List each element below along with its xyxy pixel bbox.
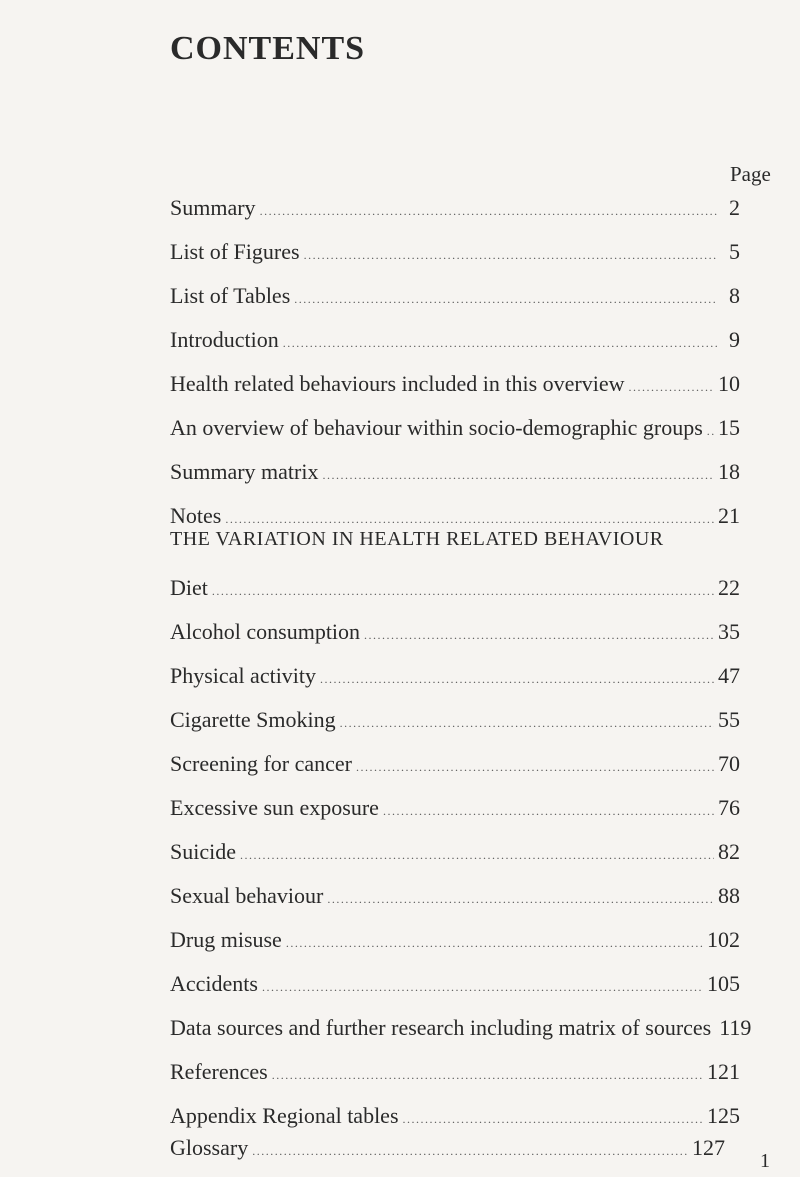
leader-dots [286,930,703,956]
toc-entry-label: List of Figures [170,239,300,264]
toc-entry[interactable] [170,327,740,356]
toc-entry[interactable] [170,239,740,268]
toc-entry-page: 5 [729,239,740,264]
toc-entry[interactable] [170,971,740,1000]
leader-dots [283,330,718,356]
toc-entry-page: 88 [718,883,740,908]
toc-entry-label: Alcohol consumption [170,619,361,644]
toc-entry[interactable] [170,839,740,868]
toc-entry-label: Diet [170,575,208,600]
leader-dots [260,198,718,224]
toc-entry-page: 76 [718,795,740,820]
toc-entry-label: Health related behaviours included in this overview [170,371,625,396]
toc-entry-label: Cigarette Smoking [170,707,336,732]
page-column-heading: Page [730,162,771,186]
toc-entry-page: 35 [718,619,740,644]
toc-entry-label: Appendix Regional tables [170,1103,399,1128]
toc-entry-page: 18 [718,459,740,484]
leader-dots [629,374,714,400]
toc-entry-page: 9 [729,327,740,352]
leader-dots [322,462,714,488]
leader-dots [212,578,714,604]
toc-entry[interactable] [170,751,740,780]
toc-entry[interactable] [170,883,740,912]
leader-dots [383,798,714,824]
toc-entry-page: 82 [718,839,740,864]
toc-entry-label: Glossary [170,1135,249,1160]
toc-entry-page: 121 [707,1059,740,1084]
toc-entry-label: Accidents [170,971,258,996]
toc-entry[interactable] [170,459,740,488]
toc-entry-label: Summary matrix [170,459,319,484]
toc-entry-label: List of Tables [170,283,291,308]
toc-entry-label: Suicide [170,839,236,864]
toc-entry-label: Summary [170,195,256,220]
toc-entry[interactable] [170,619,740,648]
toc-entry[interactable] [170,707,740,736]
leader-dots [364,622,714,648]
leader-dots [304,242,718,268]
toc-entry-page: 8 [729,283,740,308]
toc-entry[interactable] [170,927,740,956]
toc-entry[interactable] [170,415,740,444]
leader-dots [240,842,714,868]
leader-dots [707,418,714,444]
toc-entry[interactable] [170,663,740,692]
leader-dots [356,754,714,780]
toc-entry-page: 2 [729,195,740,220]
toc-entry-page: 10 [718,371,740,396]
contents-title: CONTENTS [170,30,366,67]
toc-entry-page: 70 [718,751,740,776]
toc-entry-page: 105 [707,971,740,996]
toc-entry[interactable] [170,575,740,604]
leader-dots [294,286,718,312]
toc-entry-page: 55 [718,707,740,732]
toc-entry-page: 125 [707,1103,740,1128]
toc-entry-label: Drug misuse [170,927,282,952]
toc-entry-page: 47 [718,663,740,688]
toc-entry-label: An overview of behaviour within socio-demographic groups [170,415,703,440]
page-folio: 1 [760,1150,770,1172]
toc-entry[interactable] [170,283,740,312]
toc-entry-label: Physical activity [170,663,317,688]
toc-entry[interactable] [170,1103,740,1132]
leader-dots [327,886,714,912]
toc-entry[interactable] [170,1135,725,1164]
toc-entry-page: 127 [692,1135,725,1160]
toc-entry-label: Notes [170,503,222,528]
toc-entry[interactable] [170,1059,740,1088]
toc-entry[interactable] [170,371,740,400]
toc-entry-label: References [170,1059,268,1084]
toc-entry-label: Screening for cancer [170,751,353,776]
toc-entry[interactable] [170,195,740,224]
toc-entry[interactable] [170,795,740,824]
toc-entry[interactable] [170,1015,752,1044]
leader-dots [262,974,703,1000]
toc-entry-page: 21 [718,503,740,528]
leader-dots [403,1106,703,1132]
toc-entry-page: 102 [707,927,740,952]
leader-dots [252,1138,688,1164]
toc-entry-page: 15 [718,415,740,440]
toc-entry-label: Data sources and further research including matrix of sources [170,1015,712,1040]
toc-entry-page: 119 [719,1015,752,1040]
leader-dots [320,666,714,692]
leader-dots [340,710,714,736]
section-heading: THE VARIATION IN HEALTH RELATED BEHAVIOUR [170,528,664,550]
leader-dots [272,1062,703,1088]
toc-entry-page: 22 [718,575,740,600]
toc-entry-label: Excessive sun exposure [170,795,379,820]
toc-entry-label: Sexual behaviour [170,883,324,908]
toc-entry-label: Introduction [170,327,279,352]
